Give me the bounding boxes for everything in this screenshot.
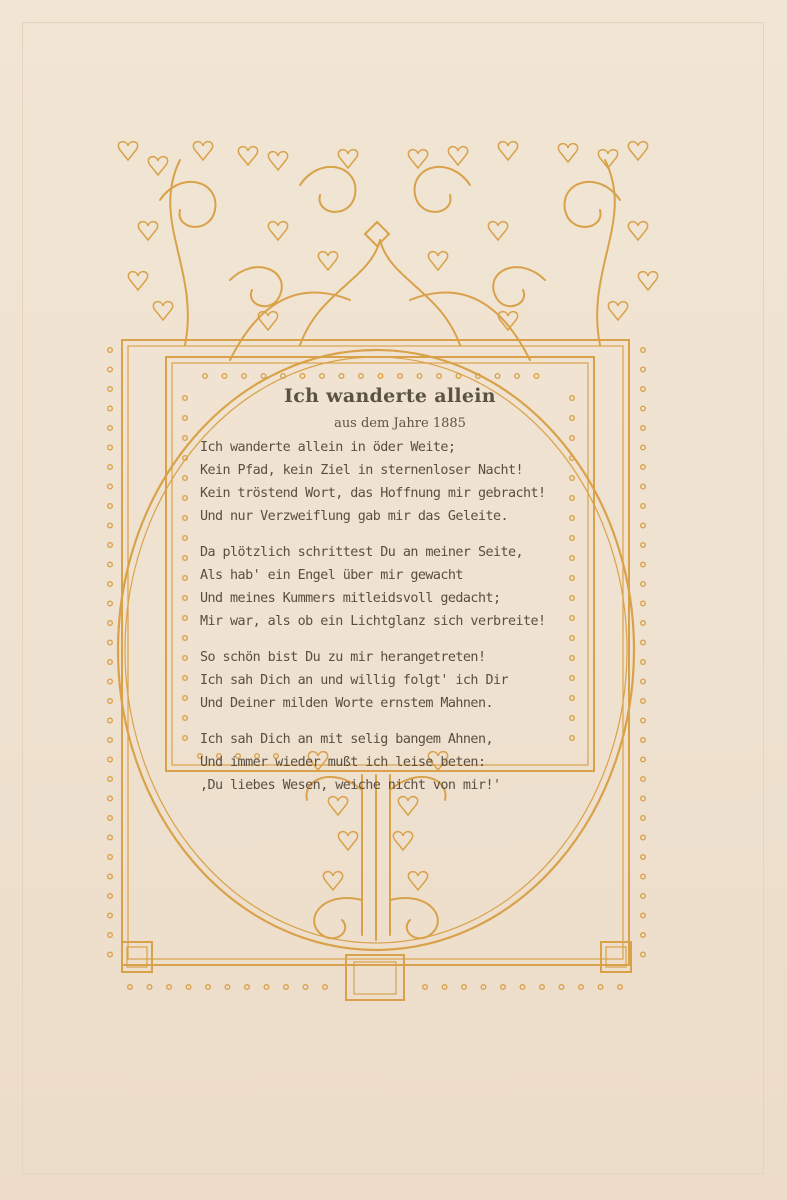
border-dot <box>456 374 461 379</box>
border-dot <box>108 348 113 353</box>
border-dot <box>108 933 113 938</box>
border-dot <box>520 985 525 990</box>
border-dot <box>641 582 646 587</box>
border-dot <box>108 543 113 548</box>
border-dot <box>183 736 188 741</box>
border-dot <box>108 640 113 645</box>
border-dot <box>183 636 188 641</box>
border-dot <box>264 985 269 990</box>
border-dot <box>183 696 188 701</box>
poem-line: Als hab' ein Engel über mir gewacht <box>200 568 463 583</box>
border-dot <box>641 660 646 665</box>
border-dot <box>242 374 247 379</box>
border-dot <box>641 894 646 899</box>
border-dot <box>641 757 646 762</box>
border-dot <box>641 952 646 957</box>
border-dot <box>641 796 646 801</box>
border-dot <box>641 621 646 626</box>
stanza-2 <box>200 541 580 633</box>
border-dot <box>108 874 113 879</box>
border-dot <box>618 985 623 990</box>
border-dot <box>108 367 113 372</box>
stanza-1 <box>200 436 580 528</box>
border-dot <box>183 396 188 401</box>
stanza-4 <box>200 728 580 797</box>
border-dot <box>641 933 646 938</box>
border-dot <box>300 374 305 379</box>
border-dot <box>481 985 486 990</box>
border-dot <box>147 985 152 990</box>
border-dot <box>437 374 442 379</box>
poem-line: Ich sah Dich an und willig folgt' ich Dir <box>200 673 508 688</box>
border-dot <box>108 484 113 489</box>
border-dot <box>183 556 188 561</box>
border-dot <box>183 436 188 441</box>
border-dot <box>641 640 646 645</box>
border-dot <box>261 374 266 379</box>
border-dot <box>303 985 308 990</box>
border-dot <box>108 426 113 431</box>
border-dot <box>183 496 188 501</box>
border-dot <box>108 504 113 509</box>
border-dot <box>534 374 539 379</box>
border-dot <box>641 718 646 723</box>
border-dot <box>108 621 113 626</box>
border-dot <box>108 699 113 704</box>
border-dot <box>108 387 113 392</box>
border-dot <box>339 374 344 379</box>
border-dot <box>183 656 188 661</box>
border-dot <box>378 374 383 379</box>
border-dot <box>108 796 113 801</box>
border-dot <box>108 855 113 860</box>
poem-line: ‚Du liebes Wesen, weiche nicht von mir!' <box>200 778 501 793</box>
border-dot <box>495 374 500 379</box>
border-dot <box>222 374 227 379</box>
border-dot <box>108 465 113 470</box>
border-dot <box>183 716 188 721</box>
border-dot <box>183 676 188 681</box>
poem-line: Mir war, als ob ein Lichtglanz sich verbreite! <box>200 614 546 629</box>
border-dot <box>501 985 506 990</box>
poem-line: Und nur Verzweiflung gab mir das Geleite. <box>200 509 508 524</box>
border-dot <box>183 596 188 601</box>
border-dot <box>183 416 188 421</box>
border-dot <box>641 835 646 840</box>
border-dot <box>281 374 286 379</box>
poem-subtitle: aus dem Jahre 1885 <box>334 416 466 431</box>
poem-line: Kein Pfad, kein Ziel in sternenloser Nacht! <box>200 463 524 478</box>
border-dot <box>206 985 211 990</box>
poem-line: Da plötzlich schrittest Du an meiner Seite, <box>200 545 524 560</box>
border-dot <box>417 374 422 379</box>
border-dot <box>641 406 646 411</box>
border-dot <box>515 374 520 379</box>
border-dot <box>108 406 113 411</box>
stanza-3 <box>200 646 580 715</box>
border-dot <box>641 465 646 470</box>
border-dot <box>108 952 113 957</box>
border-dot <box>641 367 646 372</box>
border-dot <box>183 576 188 581</box>
border-dot <box>641 738 646 743</box>
border-dot <box>108 913 113 918</box>
border-dot <box>641 601 646 606</box>
poem-line: Und immer wieder mußt ich leise beten: <box>200 755 486 770</box>
border-dot <box>442 985 447 990</box>
border-dot <box>641 426 646 431</box>
border-dot <box>579 985 584 990</box>
border-dot <box>183 476 188 481</box>
border-dot <box>108 816 113 821</box>
border-dot <box>641 699 646 704</box>
border-dot <box>641 562 646 567</box>
border-dot <box>128 985 133 990</box>
poem-line: Kein tröstend Wort, das Hoffnung mir gebracht! <box>200 486 546 501</box>
border-dot <box>186 985 191 990</box>
border-dot <box>641 348 646 353</box>
border-dot <box>423 985 428 990</box>
border-dot <box>183 516 188 521</box>
poem-line: Ich wanderte allein in öder Weite; <box>200 440 456 455</box>
border-dot <box>476 374 481 379</box>
border-dot <box>284 985 289 990</box>
border-dot <box>641 387 646 392</box>
border-dot <box>641 543 646 548</box>
poem-block <box>200 385 580 810</box>
border-dot <box>641 484 646 489</box>
border-dot <box>108 777 113 782</box>
border-dot <box>108 601 113 606</box>
border-dot <box>225 985 230 990</box>
border-dot <box>108 582 113 587</box>
border-dot <box>245 985 250 990</box>
border-dot <box>641 445 646 450</box>
border-dot <box>108 757 113 762</box>
poem-line: Und Deiner milden Worte ernstem Mahnen. <box>200 696 493 711</box>
border-dot <box>108 679 113 684</box>
border-dot <box>108 523 113 528</box>
border-dot <box>323 985 328 990</box>
border-dot <box>108 562 113 567</box>
border-dot <box>108 835 113 840</box>
border-dot <box>641 523 646 528</box>
border-dot <box>540 985 545 990</box>
border-dot <box>108 894 113 899</box>
border-dot <box>183 536 188 541</box>
border-dot <box>183 456 188 461</box>
border-dot <box>108 718 113 723</box>
border-dot <box>108 738 113 743</box>
border-dot <box>320 374 325 379</box>
border-dot <box>559 985 564 990</box>
border-dot <box>203 374 208 379</box>
border-dot <box>641 777 646 782</box>
border-dot <box>398 374 403 379</box>
poem-line: So schön bist Du zu mir herangetreten! <box>200 650 486 665</box>
poem-line: Ich sah Dich an mit selig bangem Ahnen, <box>200 732 493 747</box>
border-dot <box>462 985 467 990</box>
border-dot <box>359 374 364 379</box>
poem-title: Ich wanderte allein <box>284 385 496 407</box>
border-dot <box>641 913 646 918</box>
border-dot <box>641 816 646 821</box>
poem-line: Und meines Kummers mitleidsvoll gedacht; <box>200 591 501 606</box>
border-dot <box>108 660 113 665</box>
border-dot <box>641 855 646 860</box>
border-dot <box>598 985 603 990</box>
border-dot <box>641 504 646 509</box>
border-dot <box>641 679 646 684</box>
border-dot <box>183 616 188 621</box>
border-dot <box>641 874 646 879</box>
border-dot <box>167 985 172 990</box>
border-dot <box>108 445 113 450</box>
